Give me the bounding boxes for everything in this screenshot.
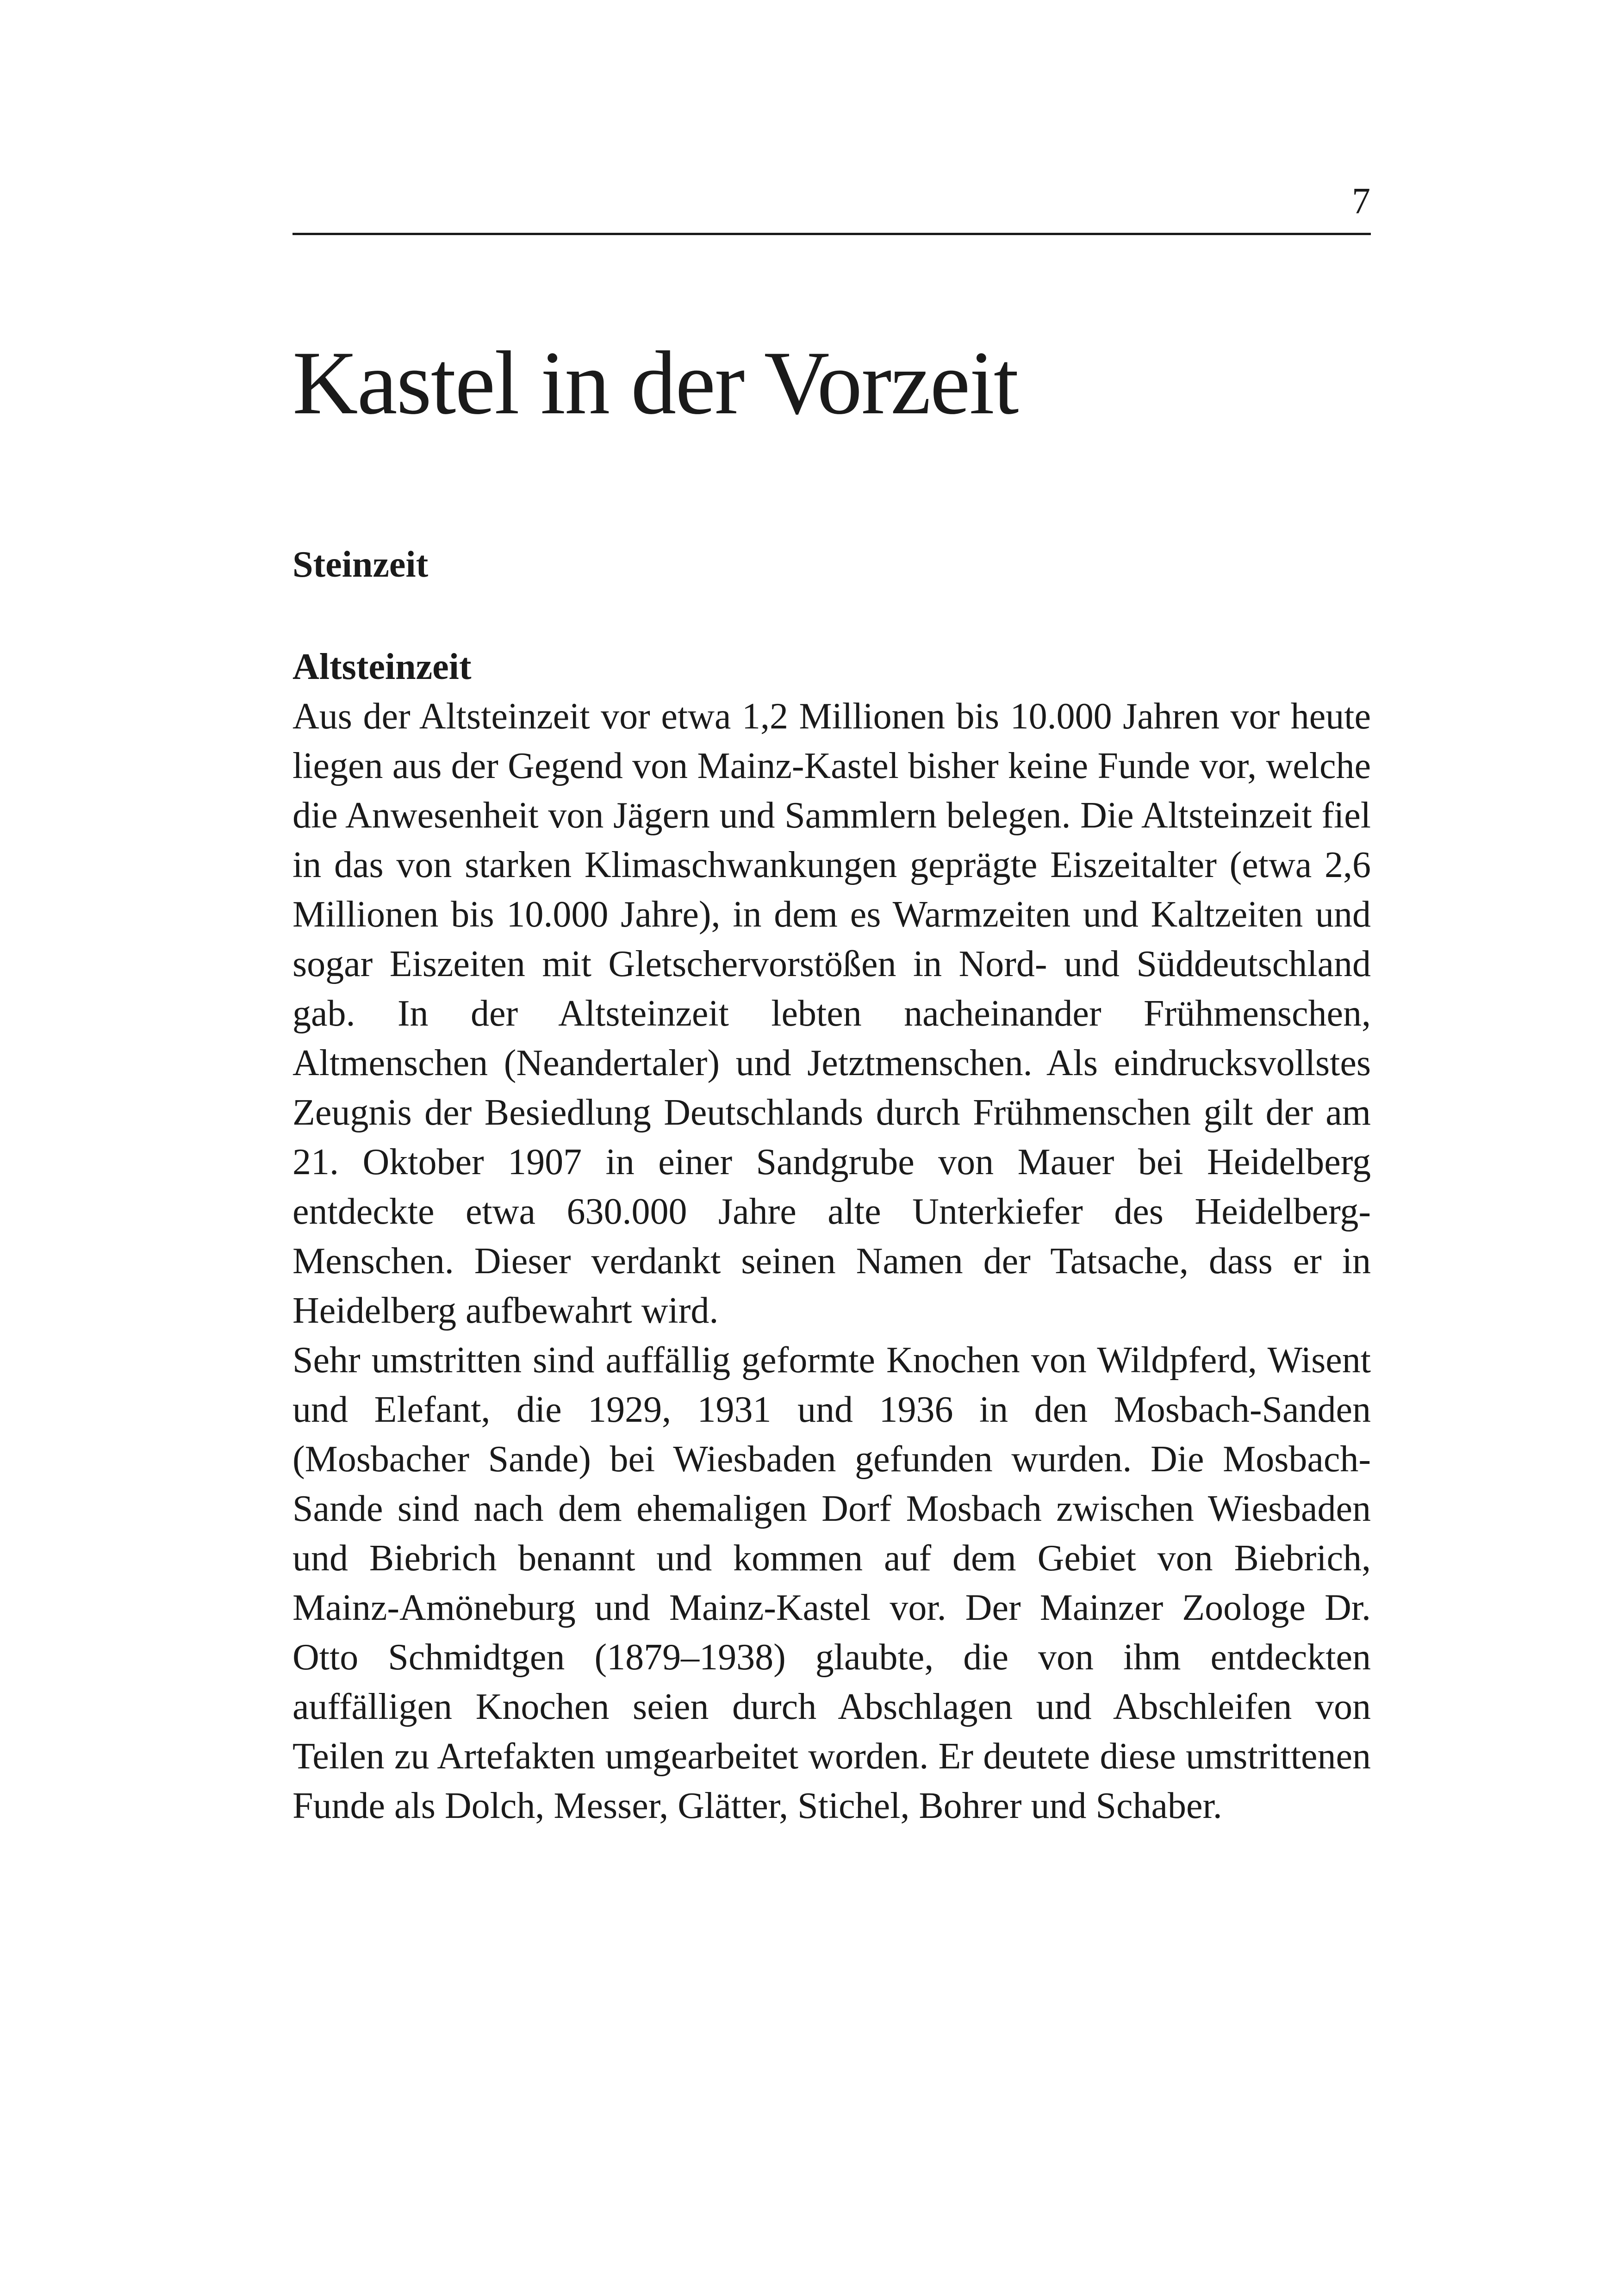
subsection-heading: Altsteinzeit <box>292 647 472 687</box>
page-number: 7 <box>1352 181 1370 222</box>
chapter-title: Kastel in der Vorzeit <box>292 333 1018 433</box>
paragraph: Sehr umstritten sind auffällig geformte Knochen von Wildpferd, Wisent und Elefant, die 1929, 1931 und 1936 in den Mosbach-Sanden (Mosbacher Sande) bei Wiesbaden gefunden wurden. Die Mosbach-Sande sind nach dem ehemaligen Dorf Mosbach zwischen Wiesbaden und Biebrich benannt und kommen auf dem Gebiet von Biebrich, Mainz-Amöneburg und Mainz-Kastel vor. Der Mainzer Zoologe Dr. Otto Schmidtgen (1879–1938) glaubte, die von ihm entdeckten auffälligen Knochen seien durch Abschlagen und Abschleifen von Teilen zu Artefakten umgearbeitet worden. Er deutete diese umstrittenen Funde als Dolch, Messer, Glätter, Stichel, Bohrer und Schaber. <box>292 1340 1371 1826</box>
subsection-altsteinzeit <box>292 642 1371 1831</box>
section-heading: Steinzeit <box>292 544 429 585</box>
header-rule <box>292 233 1371 235</box>
paragraph: Aus der Altsteinzeit vor etwa 1,2 Millionen bis 10.000 Jahren vor heute liegen aus der Gegend von Mainz-Kastel bisher keine Funde vor, welche die Anwesenheit von Jägern und Sammlern belegen. Die Altsteinzeit fiel in das von starken Klimaschwankungen geprägte Eiszeitalter (etwa 2,6 Millionen bis 10.000 Jahre), in dem es Warmzeiten und Kaltzeiten und sogar Eiszeiten mit Gletschervorstößen in Nord- und Süddeutschland gab. In der Altsteinzeit lebten nacheinander Frühmenschen, Altmenschen (Neandertaler) und Jetztmenschen. Als eindrucksvollstes Zeugnis der Besiedlung Deutschlands durch Frühmenschen gilt der am 21. Oktober 1907 in einer Sandgrube von Mauer bei Heidelberg entdeckte etwa 630.000 Jahre alte Unterkiefer des Heidelberg-Menschen. Dieser verdankt seinen Namen der Tatsache, dass er in Heidelberg aufbewahrt wird. <box>292 696 1371 1331</box>
